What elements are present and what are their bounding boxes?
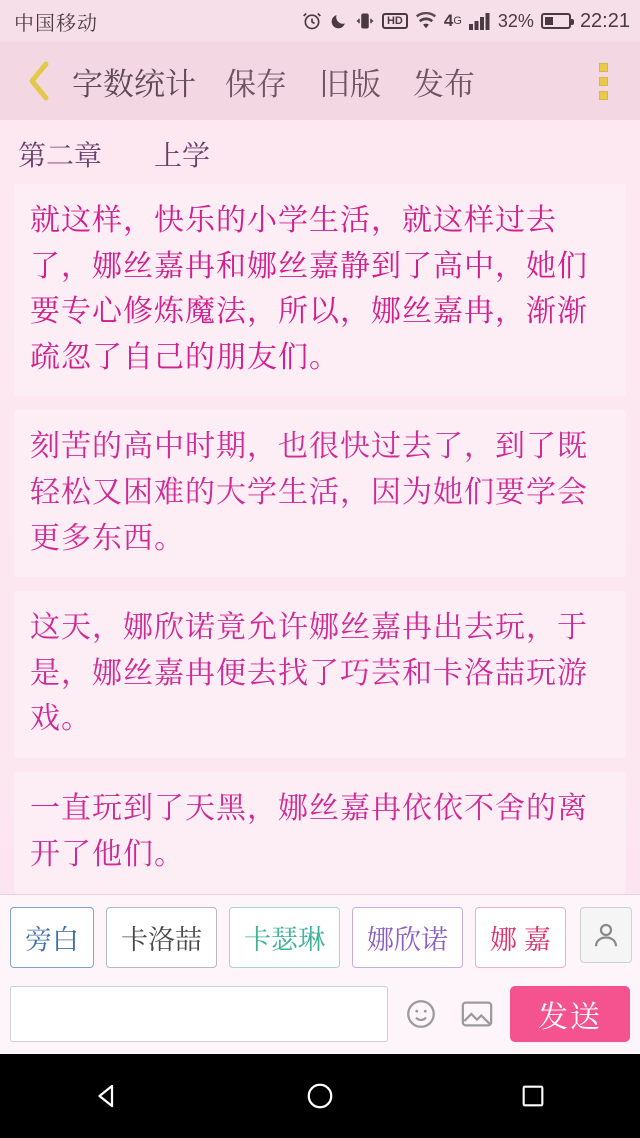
chapter-heading <box>0 120 640 184</box>
story-content[interactable] <box>0 184 640 894</box>
hd-icon: HD <box>382 13 408 29</box>
publish-button[interactable]: 发布 <box>413 66 475 102</box>
character-chip[interactable]: 娜 嘉 <box>475 907 566 968</box>
paragraph-block[interactable]: 刻苦的高中时期，也很快过去了，到了既轻松又困难的大学生活，因为她们要学会更多东西。 <box>14 410 626 577</box>
alarm-icon <box>302 11 322 31</box>
character-chip-narrator[interactable]: 旁白 <box>10 907 94 968</box>
paragraph-block[interactable]: 就这样，快乐的小学生活，就这样过去了，娜丝嘉冉和娜丝嘉静到了高中，她们要专心修炼魔法，所以，娜丝嘉冉，渐渐疏忽了自己的朋友们。 <box>14 184 626 396</box>
vibrate-icon <box>355 12 375 30</box>
paragraph-block[interactable]: 一直玩到了天黑，娜丝嘉冉依依不舍的离开了他们。 <box>14 772 626 893</box>
app-bar <box>0 42 640 120</box>
old-version-button[interactable]: 旧版 <box>319 66 381 102</box>
person-icon[interactable] <box>580 907 632 963</box>
emoji-smiley-icon[interactable] <box>398 991 444 1037</box>
battery-percent-label: 32% <box>497 10 534 31</box>
paragraph-block[interactable]: 这天，娜欣诺竟允许娜丝嘉冉出去玩，于是，娜丝嘉冉便去找了巧芸和卡洛喆玩游戏。 <box>14 591 626 758</box>
nav-home-circle-icon[interactable] <box>275 1054 365 1138</box>
status-bar <box>0 0 640 42</box>
nav-recents-square-icon[interactable] <box>488 1054 578 1138</box>
chapter-title: 上学 <box>154 141 211 172</box>
character-chip[interactable]: 卡洛喆 <box>106 907 217 968</box>
page-title: 字数统计 <box>72 66 196 102</box>
network-4g-icon: 4 G <box>443 11 462 30</box>
clock-label: 22:21 <box>579 9 630 32</box>
character-chip[interactable]: 娜欣诺 <box>352 907 463 968</box>
nav-back-triangle-icon[interactable] <box>62 1054 152 1138</box>
do-not-disturb-icon <box>329 12 348 31</box>
save-button[interactable]: 保存 <box>225 66 287 102</box>
battery-icon <box>541 13 571 29</box>
wifi-icon <box>415 12 437 30</box>
overflow-menu-icon[interactable] <box>582 51 624 111</box>
signal-icon <box>469 12 491 30</box>
send-button[interactable]: 发送 <box>510 986 630 1042</box>
status-icons <box>302 10 630 33</box>
carrier-label: 中国移动 <box>14 12 98 35</box>
back-chevron-icon[interactable] <box>16 51 62 111</box>
image-picture-icon[interactable] <box>454 991 500 1037</box>
chapter-number: 第二章 <box>18 141 103 172</box>
character-chip-row[interactable] <box>0 894 640 978</box>
message-input[interactable] <box>10 986 388 1042</box>
system-nav-bar <box>0 1054 640 1138</box>
character-chip[interactable]: 卡瑟琳 <box>229 907 340 968</box>
message-input-bar <box>0 978 640 1054</box>
